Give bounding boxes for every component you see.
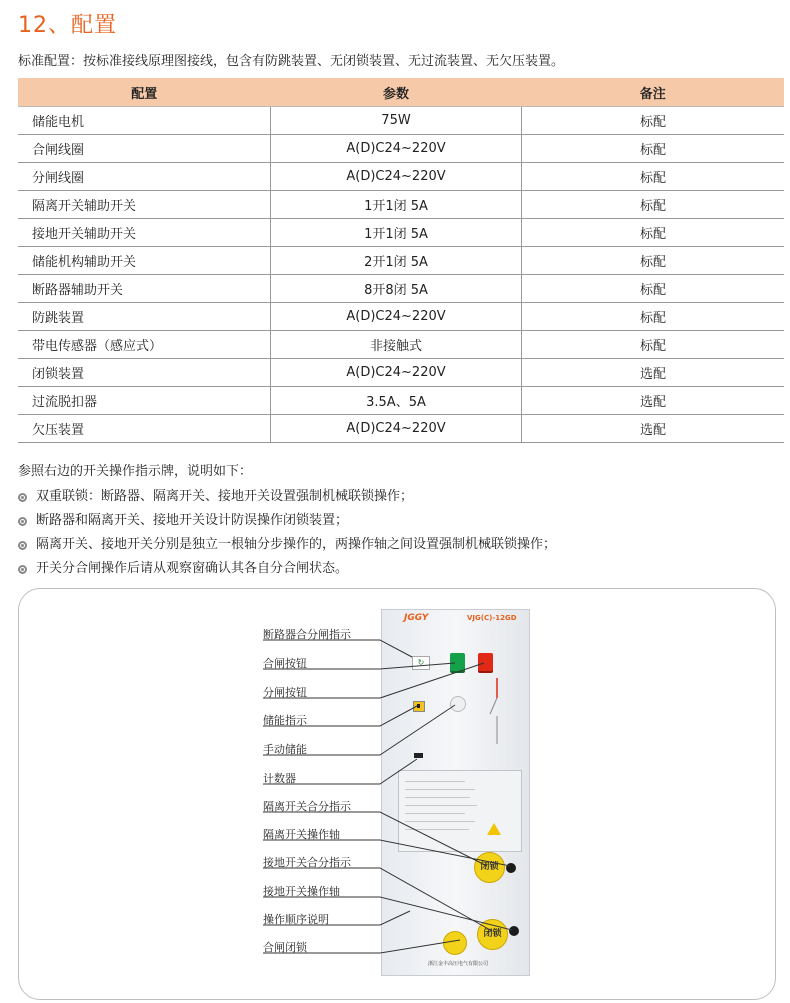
table-cell: 3.5A、5A	[271, 387, 522, 415]
counter-icon	[414, 753, 423, 758]
table-cell: 带电传感器（感应式）	[18, 331, 271, 359]
note-text: 开关分合闸操作后请从观察窗确认其各自分合闸状态。	[36, 561, 349, 576]
table-row	[18, 135, 784, 163]
warning-icon	[487, 823, 501, 835]
table-cell: 分闸线圈	[18, 163, 271, 191]
earthing-shaft-hole-icon	[509, 926, 519, 936]
table-cell: A(D)C24~220V	[271, 303, 522, 331]
isolator-lock-disc: 闭锁	[474, 852, 505, 883]
open-button-icon	[478, 653, 493, 671]
table-row	[18, 387, 784, 415]
table-cell: 欠压装置	[18, 415, 271, 443]
table-cell: 标配	[522, 135, 785, 163]
note-text: 断路器和隔离开关、接地开关设计防误操作闭锁装置；	[36, 513, 349, 528]
table-cell: A(D)C24~220V	[271, 359, 522, 387]
annotation-label: 接地开关操作轴	[263, 885, 340, 898]
annotation-label: 分闸按钮	[263, 686, 307, 699]
table-cell: A(D)C24~220V	[271, 415, 522, 443]
table-cell: 1开1闭 5A	[271, 219, 522, 247]
manual-charge-icon	[450, 696, 466, 712]
column-header: 配置	[18, 78, 271, 107]
earthing-lock-disc: 闭锁	[477, 919, 508, 950]
table-cell: 选配	[522, 387, 785, 415]
annotation-label: 手动储能	[263, 743, 307, 756]
panel-brand: JGGY	[404, 613, 429, 623]
panel-model: VJG(C)-12GD	[467, 614, 517, 622]
table-cell: 合闸线圈	[18, 135, 271, 163]
isolator-shaft-hole-icon	[506, 863, 516, 873]
table-cell: 标配	[522, 331, 785, 359]
column-header: 备注	[522, 78, 785, 107]
annotation-label: 断路器合分闸指示	[263, 628, 351, 641]
breaker-indicator-icon: ↻	[412, 656, 430, 670]
table-cell: 标配	[522, 163, 785, 191]
annotation-label: 计数器	[263, 772, 296, 785]
table-cell: A(D)C24~220V	[271, 163, 522, 191]
annotation-label: 隔离开关操作轴	[263, 828, 340, 841]
table-row	[18, 191, 784, 219]
bullet-icon	[18, 565, 27, 574]
table-cell: 储能机构辅助开关	[18, 247, 271, 275]
table-cell: A(D)C24~220V	[271, 135, 522, 163]
table-cell: 75W	[271, 107, 522, 135]
note-text: 隔离开关、接地开关分别是独立一根轴分步操作的，两操作轴之间设置强制机械联锁操作；	[36, 537, 557, 552]
table-cell: 标配	[522, 107, 785, 135]
table-header-row	[18, 78, 784, 107]
operation-panel	[381, 609, 530, 976]
table-row	[18, 219, 784, 247]
annotation-label: 合闸按钮	[263, 657, 307, 670]
table-row	[18, 331, 784, 359]
table-cell: 储能电机	[18, 107, 271, 135]
list-item	[18, 533, 556, 557]
close-button-icon	[450, 653, 465, 671]
operation-sequence-plate	[398, 770, 522, 852]
table-cell: 隔离开关辅助开关	[18, 191, 271, 219]
note-text: 双重联锁：断路器、隔离开关、接地开关设置强制机械联锁操作；	[36, 489, 414, 504]
table-cell: 标配	[522, 303, 785, 331]
table-cell: 1开1闭 5A	[271, 191, 522, 219]
section-title: 12、配置	[18, 13, 117, 38]
list-item	[18, 509, 556, 533]
annotation-label: 接地开关合分指示	[263, 856, 351, 869]
charge-indicator-icon	[413, 701, 425, 712]
table-cell: 防跳装置	[18, 303, 271, 331]
annotation-label: 隔离开关合分指示	[263, 800, 351, 813]
intro-text: 标准配置：按标准接线原理图接线，包含有防跳装置、无闭锁装置、无过流装置、无欠压装置。	[18, 54, 565, 69]
table-row	[18, 247, 784, 275]
table-cell: 接地开关辅助开关	[18, 219, 271, 247]
close-lock-disc	[443, 931, 467, 955]
table-row	[18, 107, 784, 135]
table-cell: 闭锁装置	[18, 359, 271, 387]
table-cell: 选配	[522, 359, 785, 387]
table-row	[18, 163, 784, 191]
table-cell: 选配	[522, 415, 785, 443]
table-cell: 断路器辅助开关	[18, 275, 271, 303]
panel-footer: 浙江金丰高压电气有限公司	[428, 961, 489, 967]
table-cell: 8开8闭 5A	[271, 275, 522, 303]
table-row	[18, 275, 784, 303]
table-cell: 2开1闭 5A	[271, 247, 522, 275]
list-item	[18, 557, 556, 581]
table-cell: 标配	[522, 247, 785, 275]
table-row	[18, 359, 784, 387]
column-header: 参数	[271, 78, 522, 107]
table-row	[18, 303, 784, 331]
table-cell: 过流脱扣器	[18, 387, 271, 415]
bullet-icon	[18, 541, 27, 550]
annotation-label: 合闸闭锁	[263, 941, 307, 954]
table-cell: 标配	[522, 191, 785, 219]
annotation-label: 储能指示	[263, 714, 307, 727]
list-item	[18, 485, 556, 509]
reference-text: 参照右边的开关操作指示牌，说明如下：	[18, 464, 253, 479]
bullet-icon	[18, 493, 27, 502]
annotation-label: 操作顺序说明	[263, 913, 329, 926]
table-row	[18, 415, 784, 443]
table-cell: 非接触式	[271, 331, 522, 359]
table-cell: 标配	[522, 219, 785, 247]
config-table	[18, 78, 784, 443]
notes-list	[18, 485, 556, 581]
table-cell: 标配	[522, 275, 785, 303]
bullet-icon	[18, 517, 27, 526]
single-line-diagram-icon	[482, 676, 512, 746]
